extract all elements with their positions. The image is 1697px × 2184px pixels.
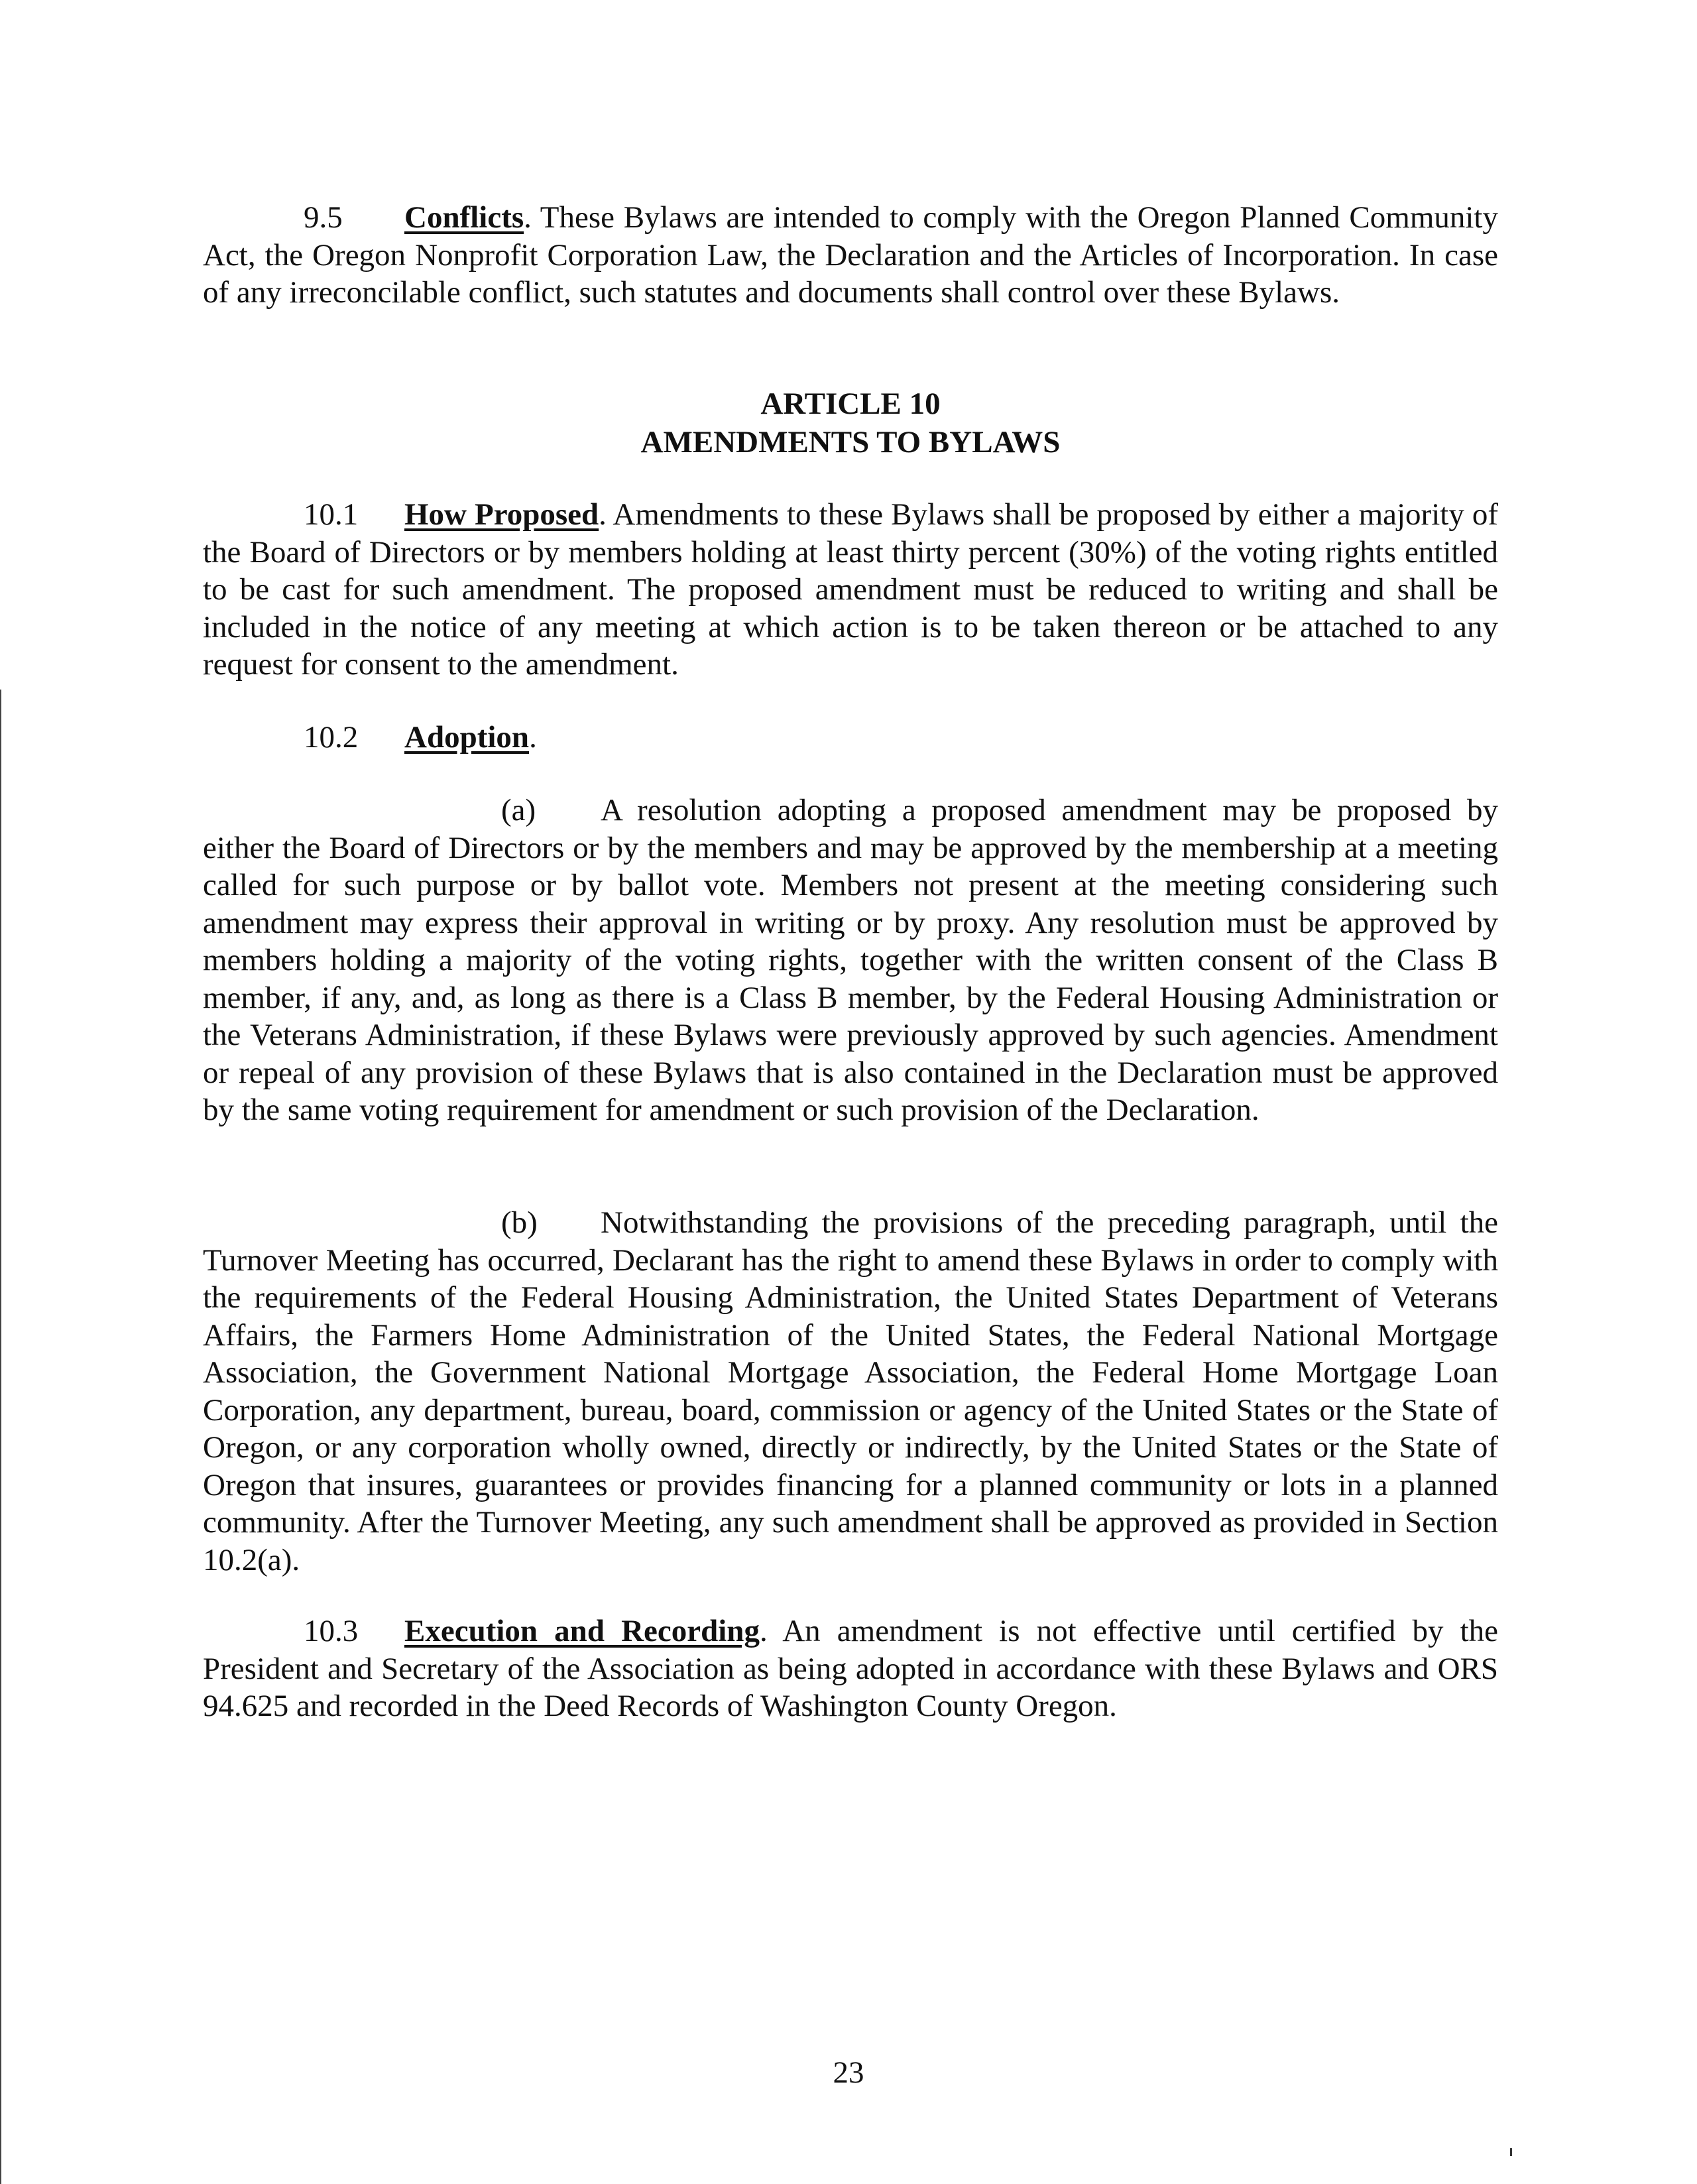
article-number: ARTICLE 10 — [760, 387, 941, 421]
paragraph-label: (b) — [501, 1205, 538, 1240]
section-text: . Amendments to these Bylaws shall be proposed by either a majority of the Board of Directors or by members holding at least thirty percent (30%) of the voting rights entitled to be cast for such amendment. The proposed amendment must be reduced to writing and shall be included in the notice of any meeting at which action is to be taken thereon or be attached to any request for consent to the amendment. — [203, 497, 1498, 682]
section-number: 10.1 — [304, 497, 359, 532]
section-10-2-a — [203, 792, 1498, 1129]
section-text: . — [529, 720, 537, 755]
section-heading: Execution and Recording — [404, 1614, 760, 1648]
section-10-2-b — [203, 1204, 1498, 1579]
section-number: 9.5 — [304, 200, 343, 235]
section-heading: Adoption — [404, 720, 530, 755]
paragraph-text: A resolution adopting a proposed amendment may be proposed by either the Board of Directors or by the members and may be approved by the membership at a meeting called for such purpose or by ballot vote. Members not present at the meeting considering such amendment may express their approval in writing or by proxy. Any resolution must be approved by members holding a majority of the voting rights, together with the written consent of the Class B member, if any, and, as long as there is a Class B member, by the Federal Housing Administration or the Veterans Administration, if these Bylaws were previously approved by such agencies. Amendment or repeal of any provision of these Bylaws that is also contained in the Declaration must be approved by the same voting requirement for amendment or such provision of the Declaration. — [203, 793, 1498, 1127]
paragraph-text: Notwithstanding the provisions of the preceding paragraph, until the Turnover Meeting has occurred, Declarant has the right to amend these Bylaws in order to comply with the requirements of the Federal Housing Administration, the United States Department of Veterans Affairs, the Farmers Home Administration of the United States, the Federal National Mortgage Association, the Government National Mortgage Association, the Federal Home Mortgage Loan Corporation, any department, bureau, board, commission or agency of the United States or the State of Oregon, or any corporation wholly owned, directly or indirectly, by the United States or the State of Oregon that insures, guarantees or provides financing for a planned community or lots in a planned community. After the Turnover Meeting, any such amendment shall be approved as provided in Section 10.2(a). — [203, 1205, 1498, 1577]
section-text: . An amendment is not effective until certified by the President and Secretary of the Association as being adopted in accordance with these Bylaws and ORS 94.625 and recorded in the Deed Records of Washington County Oregon. — [203, 1614, 1498, 1723]
section-10-1 — [203, 496, 1498, 684]
section-heading: How Proposed — [404, 497, 599, 532]
scan-mark — [1510, 2148, 1512, 2156]
section-heading: Conflicts — [404, 200, 524, 235]
section-number: 10.2 — [304, 720, 359, 755]
scan-edge-line — [0, 690, 1, 2184]
section-text: . These Bylaws are intended to comply with the Oregon Planned Community Act, the Oregon Nonprofit Corporation Law, the Declaration and the Articles of Incorporation. In case of any irreconcilable conflict, such statutes and documents shall control over these Bylaws. — [203, 200, 1498, 310]
section-9-5 — [203, 199, 1498, 312]
section-10-3 — [203, 1612, 1498, 1725]
page-number: 23 — [833, 2055, 864, 2090]
section-number: 10.3 — [304, 1614, 359, 1648]
section-10-2 — [203, 719, 1498, 757]
paragraph-label: (a) — [501, 793, 536, 827]
article-title: AMENDMENTS TO BYLAWS — [640, 425, 1061, 459]
